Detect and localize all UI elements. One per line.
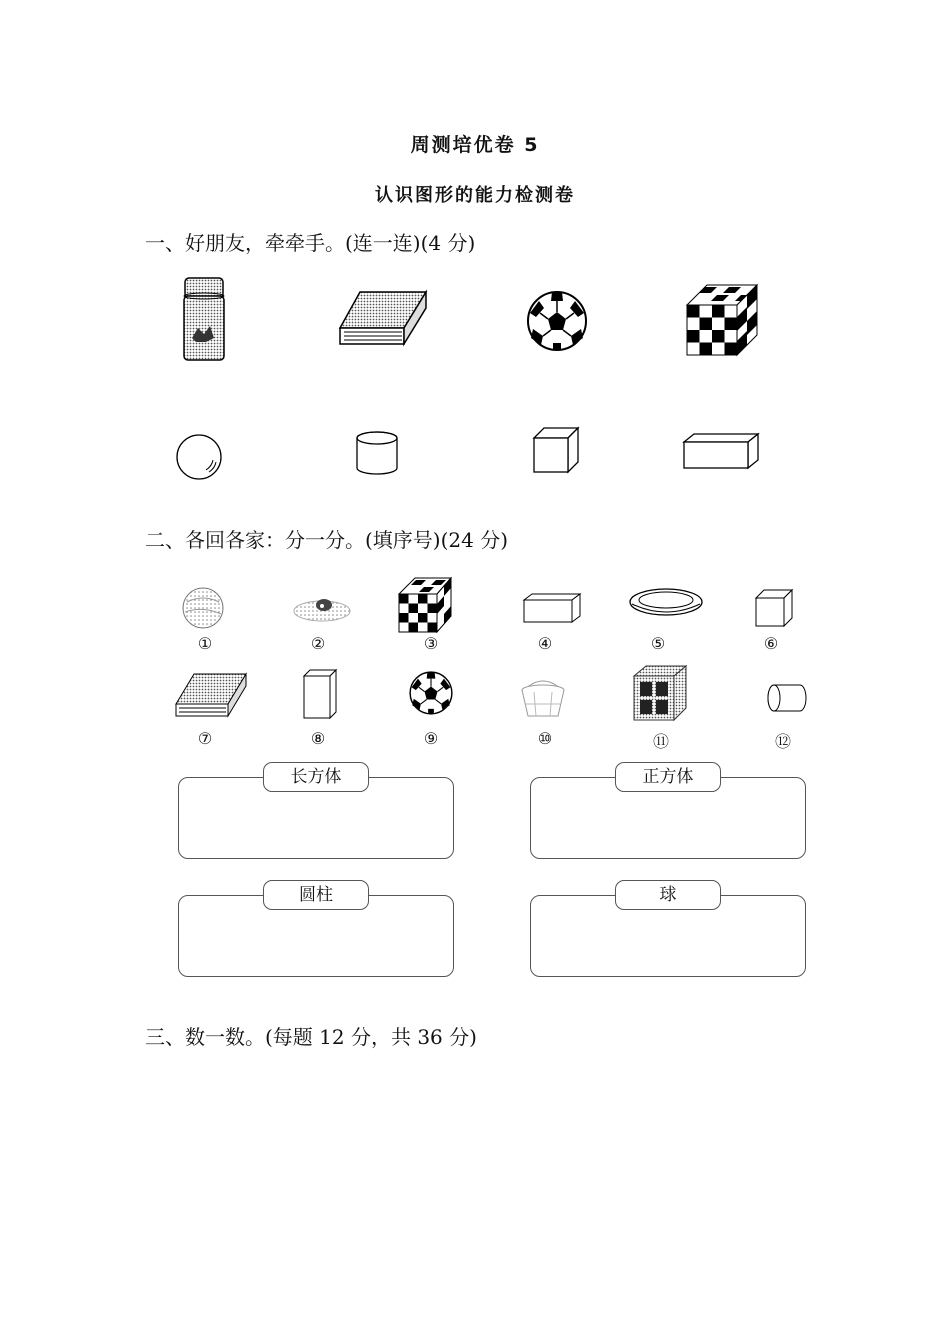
bin-cube-label: 正方体 — [615, 762, 721, 792]
page-title: 周测培优卷 5 — [410, 134, 540, 156]
basket-icon — [518, 670, 568, 722]
ball-icon — [181, 586, 227, 630]
page-subtitle: 认识图形的能力检测卷 — [375, 185, 575, 206]
cuboid-block-icon — [522, 592, 582, 624]
section3-heading: 三、数一数。(每题 12 分，共 36 分) — [145, 1025, 477, 1049]
item-number: ⑪ — [652, 732, 669, 751]
item-number: ⑫ — [774, 732, 791, 751]
letter-cube-icon — [630, 662, 688, 722]
lying-cylinder-icon — [766, 682, 808, 716]
section1-heading: 一、好朋友，牵牵手。(连一连)(4 分) — [145, 231, 476, 255]
section2-heading: 二、各回各家：分一分。(填序号)(24 分) — [145, 528, 509, 552]
item-number: ④ — [537, 634, 553, 653]
cuboid-shape-icon — [682, 432, 760, 472]
item-number: ⑧ — [310, 729, 326, 748]
bin-cuboid-label: 长方体 — [263, 762, 369, 792]
book-icon — [336, 288, 431, 350]
item-number: ⑩ — [537, 729, 553, 748]
item-number: ⑨ — [423, 729, 439, 748]
item-number: ② — [310, 634, 326, 653]
item-number: ① — [197, 634, 213, 653]
bin-cylinder-label: 圆柱 — [263, 880, 369, 910]
item-number: ③ — [423, 634, 439, 653]
item-number: ⑤ — [650, 634, 666, 653]
book-small-icon — [174, 670, 250, 720]
thermos-bottle-icon — [180, 276, 230, 366]
sphere-shape-icon — [174, 432, 226, 482]
cube-shape-icon — [532, 426, 580, 474]
checkered-cube-small-icon — [397, 576, 453, 634]
cylinder-shape-icon — [355, 430, 401, 478]
bin-sphere-label: 球 — [615, 880, 721, 910]
soccer-ball-small-icon — [408, 670, 454, 716]
item-number: ⑦ — [197, 729, 213, 748]
small-cube-icon — [754, 588, 794, 628]
checkered-cube-icon — [683, 281, 759, 359]
soccer-ball-icon — [525, 289, 589, 353]
tall-box-icon — [302, 668, 338, 720]
item-number: ⑥ — [763, 634, 779, 653]
bowl-icon — [291, 589, 353, 627]
plate-icon — [628, 586, 704, 622]
